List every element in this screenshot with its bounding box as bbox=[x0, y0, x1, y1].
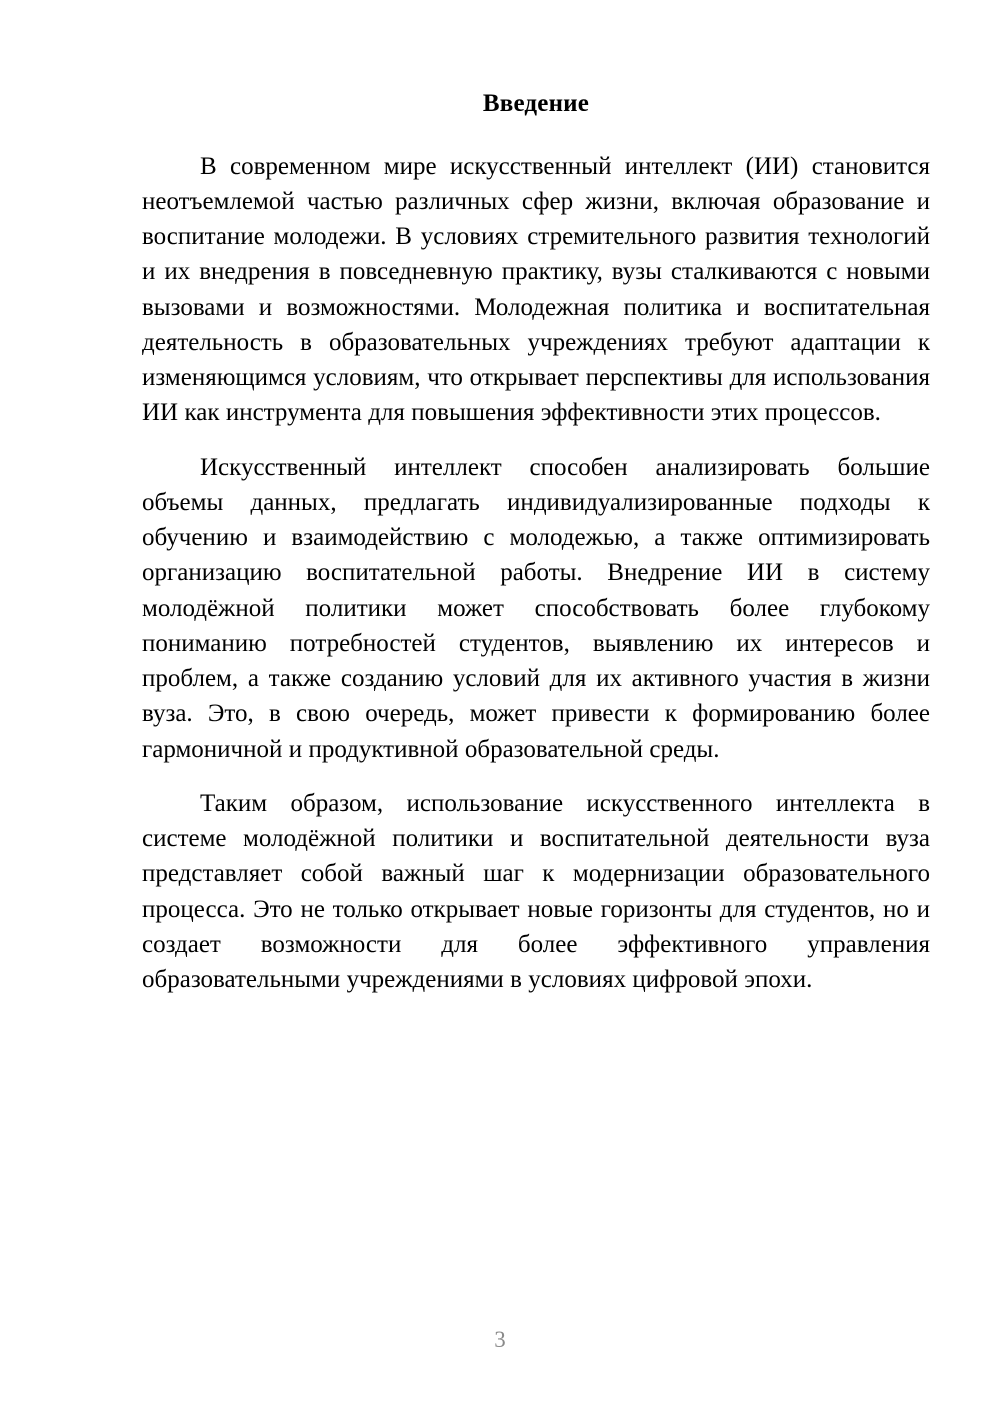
page-number: 3 bbox=[494, 1327, 506, 1352]
paragraph-2: Искусственный интеллект способен анализировать большие объемы данных, предлагать индивидуализированные подходы к обучению и взаимодействию с молодежью, а также оптимизировать организацию воспитательной работы. Внедрение ИИ в систему молодёжной политики может способствовать более глубокому пониманию потребностей студентов, выявлению их интересов и проблем, а также созданию условий для их активного участия в жизни вуза. Это, в свою очередь, может привести к формированию более гармоничной и продуктивной образовательной среды. bbox=[142, 453, 930, 763]
page-title: Введение bbox=[482, 90, 590, 117]
paragraph-1: В современном мире искусственный интеллект (ИИ) становится неотъемлемой частью различных сфер жизни, включая образование и воспитание молодежи. В условиях стремительного развития технологий и их внедрения в повседневную практику, вузы сталкиваются с новыми вызовами и возможностями. Молодежная политика и воспитательная деятельность в образовательных учреждениях требуют адаптации к изменяющимся условиям, что открывает перспективы для использования ИИ как инструмента для повышения эффективности этих процессов. bbox=[142, 152, 930, 427]
document-body bbox=[142, 88, 930, 997]
paragraph-3: Таким образом, использование искусственного интеллекта в системе молодёжной политики и воспитательной деятельности вуза представляет собой важный шаг к модернизации образовательного процесса. Это не только открывает новые горизонты для студентов, но и создает возможности для более эффективного управления образовательными учреждениями в условиях цифровой эпохи. bbox=[142, 789, 930, 993]
